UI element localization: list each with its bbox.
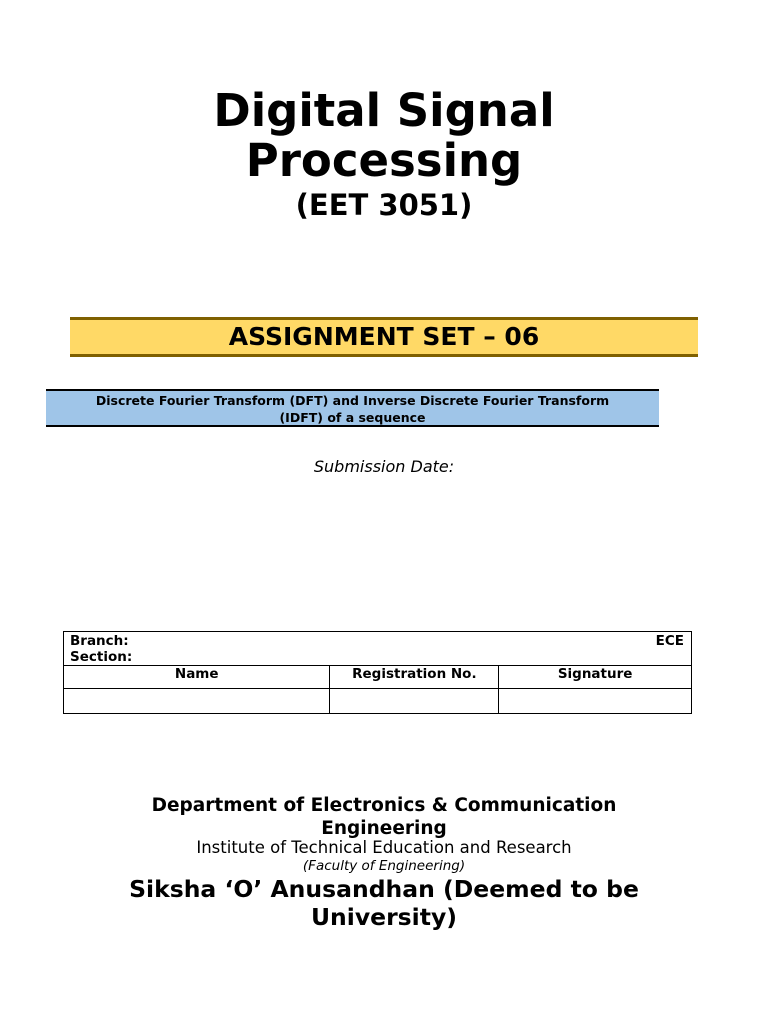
table-row [64, 689, 692, 714]
title-line-1: Digital Signal [213, 84, 555, 137]
branch-value: ECE [655, 633, 684, 649]
document-title [0, 86, 768, 186]
title-line-2: Processing [245, 134, 523, 187]
column-header-name: Name [64, 666, 330, 689]
department-line-2: Engineering [321, 818, 447, 839]
university-line-1: Siksha ‘O’ Anusandhan (Deemed to be [129, 875, 639, 903]
column-header-signature: Signature [499, 666, 692, 689]
branch-section-cell [64, 632, 692, 666]
institute-name: Institute of Technical Education and Research [196, 838, 572, 857]
table-header-row [64, 666, 692, 689]
topic-banner [46, 389, 659, 427]
assignment-banner [70, 317, 698, 357]
topic-line-1: Discrete Fourier Transform (DFT) and Inverse Discrete Fourier Transform [95, 393, 610, 408]
branch-label: Branch: [70, 633, 129, 649]
section-label: Section: [70, 649, 133, 665]
faculty-name: (Faculty of Engineering) [302, 858, 466, 874]
branch-section-row [64, 632, 692, 666]
department-name [0, 794, 768, 840]
department-line-1: Department of Electronics & Communication [151, 795, 617, 816]
column-header-registration: Registration No. [330, 666, 499, 689]
course-code: (EET 3051) [295, 188, 473, 222]
registration-cell[interactable] [330, 689, 499, 714]
university-line-2: University) [310, 903, 458, 931]
submission-date: Submission Date: [313, 457, 455, 476]
student-info-table [63, 631, 692, 714]
assignment-label: ASSIGNMENT SET – 06 [228, 322, 540, 351]
name-cell[interactable] [64, 689, 330, 714]
signature-cell[interactable] [499, 689, 692, 714]
university-name [0, 875, 768, 931]
topic-line-2: (IDFT) of a sequence [279, 410, 426, 425]
